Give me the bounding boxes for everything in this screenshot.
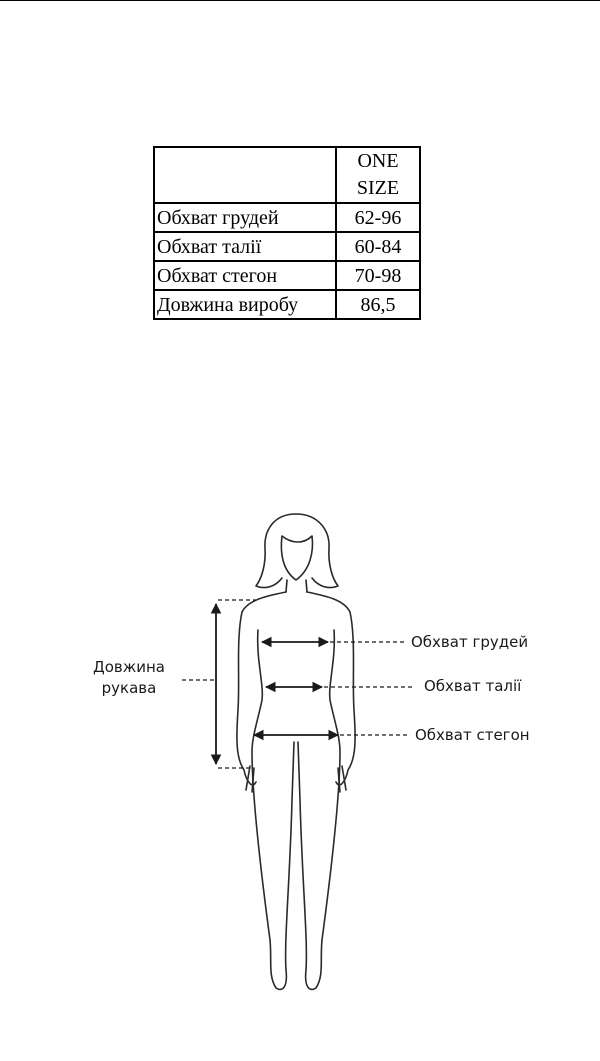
length-guides (182, 600, 256, 768)
size-table (153, 146, 421, 320)
table-row (154, 290, 420, 319)
length-label-line2: рукава (101, 679, 157, 697)
woman-silhouette-icon (237, 514, 355, 989)
top-rule (0, 0, 600, 1)
row-value: 60-84 (336, 232, 420, 261)
waist-label: Обхват талії (424, 677, 522, 695)
body-measurement-diagram (0, 500, 600, 1000)
row-value: 62-96 (336, 203, 420, 232)
size-table-corner-cell (154, 147, 336, 203)
size-header-line1: ONE (357, 150, 399, 172)
row-label: Обхват стегон (154, 261, 336, 290)
row-value: 86,5 (336, 290, 420, 319)
chest-label: Обхват грудей (411, 633, 529, 651)
size-header-line2: SIZE (356, 177, 400, 199)
row-label: Обхват талії (154, 232, 336, 261)
row-label: Обхват грудей (154, 203, 336, 232)
length-label-line1: Довжина (93, 658, 165, 676)
row-value: 70-98 (336, 261, 420, 290)
table-row (154, 261, 420, 290)
row-label: Довжина виробу (154, 290, 336, 319)
table-row (154, 203, 420, 232)
table-row (154, 232, 420, 261)
size-table-size-header (336, 147, 420, 203)
hips-label: Обхват стегон (415, 726, 530, 744)
size-table-header-row (154, 147, 420, 203)
